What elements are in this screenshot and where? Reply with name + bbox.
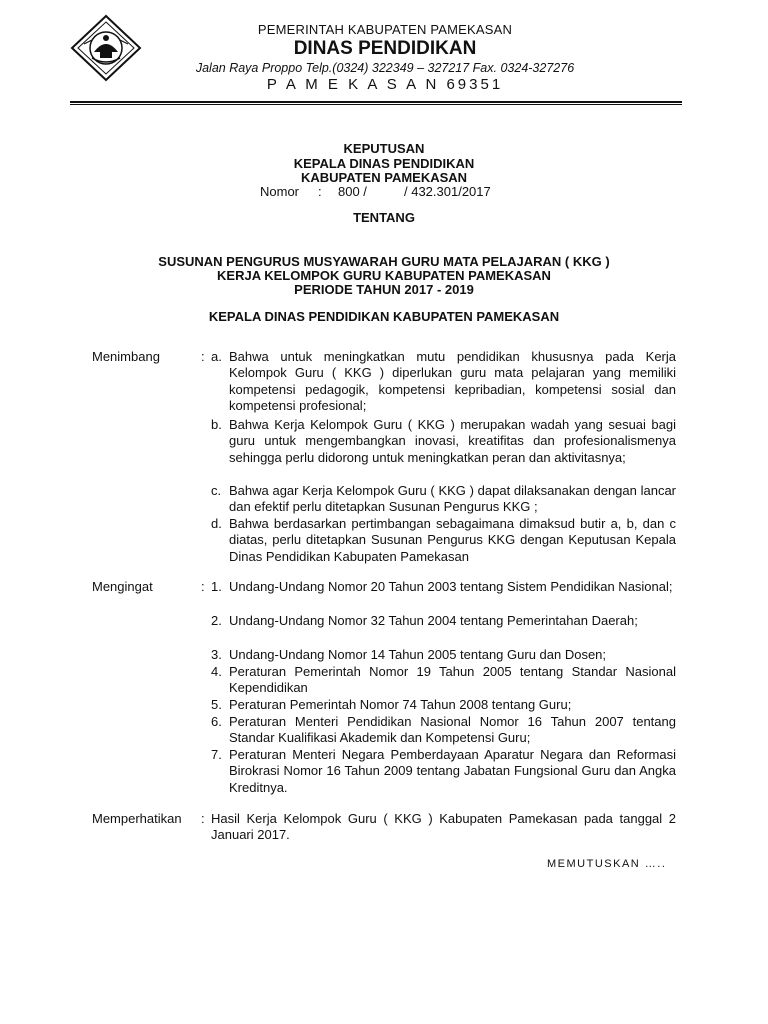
- menimbang-colon: :: [201, 349, 205, 364]
- menimbang-item-b: Bahwa Kerja Kelompok Guru ( KKG ) merupakan wadah yang sesuai bagi guru untuk mengembangkan inovasi, kreatifitas dan profesionalismenya sehingga perlu didorong untuk meningkatkan peran dan aktivitasnya;: [229, 417, 676, 465]
- mengingat-item-1: Undang-Undang Nomor 20 Tahun 2003 tentang Sistem Pendidikan Nasional;: [229, 579, 673, 594]
- mengingat-item-7: Peraturan Menteri Negara Pemberdayaan Aparatur Negara dan Reformasi Birokrasi Nomor 16 Tahun 2009 tentang Jabatan Fungsional Guru dan Angka Kreditnya.: [229, 747, 676, 795]
- decision-subject-line1: SUSUNAN PENGURUS MUSYAWARAH GURU MATA PELAJARAN ( KKG ): [158, 254, 610, 269]
- mengingat-colon: :: [201, 579, 205, 594]
- decision-number: [260, 184, 491, 199]
- menimbang-marker-c: c.: [211, 483, 222, 498]
- menimbang-item-c: Bahwa agar Kerja Kelompok Guru ( KKG ) dapat dilaksanakan dengan lancar dan efektif perlu ditetapkan Susunan Pengurus KKG ;: [229, 483, 676, 515]
- closing-memutuskan: MEMUTUSKAN …..: [547, 858, 667, 870]
- mengingat-item-4: Peraturan Pemerintah Nomor 19 Tahun 2005 tentang Standar Nasional Kependidikan: [229, 664, 676, 696]
- nomor-suffix: / 432.301/2017: [404, 184, 491, 199]
- mengingat-marker-7: 7.: [211, 747, 222, 762]
- letterhead-city: P A M E K A S A N 69351: [266, 76, 504, 93]
- nomor-prefix: 800 /: [338, 184, 367, 199]
- menimbang-label: Menimbang: [92, 349, 160, 364]
- mengingat-marker-4: 4.: [211, 664, 222, 679]
- mengingat-marker-5: 5.: [211, 697, 222, 712]
- decision-region: KABUPATEN PAMEKASAN: [300, 170, 468, 185]
- letterhead-government: PEMERINTAH KABUPATEN PAMEKASAN: [257, 22, 513, 37]
- menimbang-item-d: Bahwa berdasarkan pertimbangan sebagaimana dimaksud butir a, b, dan c diatas, perlu ditetapkan Susunan Pengurus KKG dengan Keputusan Kepala Dinas Pendidikan Kabupaten Pamekasan: [229, 516, 676, 564]
- menimbang-marker-b: b.: [211, 417, 222, 432]
- memperhatikan-label: Memperhatikan: [92, 811, 182, 826]
- menimbang-marker-a: a.: [211, 349, 222, 364]
- mengingat-item-5: Peraturan Pemerintah Nomor 74 Tahun 2008 tentang Guru;: [229, 697, 572, 712]
- decision-subject-line3: PERIODE TAHUN 2017 - 2019: [294, 282, 474, 297]
- decision-about: TENTANG: [353, 210, 415, 225]
- menimbang-marker-d: d.: [211, 516, 222, 531]
- mengingat-marker-3: 3.: [211, 647, 222, 662]
- memperhatikan-text: Hasil Kerja Kelompok Guru ( KKG ) Kabupaten Pamekasan pada tanggal 2 Januari 2017.: [211, 811, 676, 843]
- memperhatikan-colon: :: [201, 811, 205, 826]
- menimbang-item-a: Bahwa untuk meningkatkan mutu pendidikan khususnya pada Kerja Kelompok Guru ( KKG ) diperlukan guru mata pelajaran yang memiliki kompetensi pedagogik, kompetensi kepribadian, kompetensi sosial dan kompetensi profesional;: [229, 349, 676, 414]
- mengingat-item-2: Undang-Undang Nomor 32 Tahun 2004 tentang Pemerintahan Daerah;: [229, 613, 638, 628]
- decision-issuer: KEPALA DINAS PENDIDIKAN: [293, 156, 475, 171]
- decision-heading: KEPUTUSAN: [343, 141, 425, 156]
- letterhead-office: DINAS PENDIDIKAN: [293, 38, 477, 59]
- letterhead-address: Jalan Raya Proppo Telp.(0324) 322349 – 327217 Fax. 0324-327276: [195, 61, 575, 75]
- mengingat-marker-1: 1.: [211, 579, 222, 594]
- nomor-colon: :: [318, 184, 322, 199]
- mengingat-label: Mengingat: [92, 579, 153, 594]
- letterhead-divider: [70, 101, 682, 103]
- mengingat-marker-2: 2.: [211, 613, 222, 628]
- decision-authority: KEPALA DINAS PENDIDIKAN KABUPATEN PAMEKASAN: [208, 309, 560, 324]
- nomor-label: Nomor: [260, 184, 300, 199]
- mengingat-marker-6: 6.: [211, 714, 222, 729]
- letterhead-divider-thin: [70, 104, 682, 105]
- mengingat-item-3: Undang-Undang Nomor 14 Tahun 2005 tentang Guru dan Dosen;: [229, 647, 607, 662]
- mengingat-item-6: Peraturan Menteri Pendidikan Nasional Nomor 16 Tahun 2007 tentang Standar Kualifikasi Akademik dan Kompetensi Guru;: [229, 714, 676, 746]
- decision-subject-line2: KERJA KELOMPOK GURU KABUPATEN PAMEKASAN: [217, 268, 551, 283]
- regency-emblem-icon: [70, 14, 142, 82]
